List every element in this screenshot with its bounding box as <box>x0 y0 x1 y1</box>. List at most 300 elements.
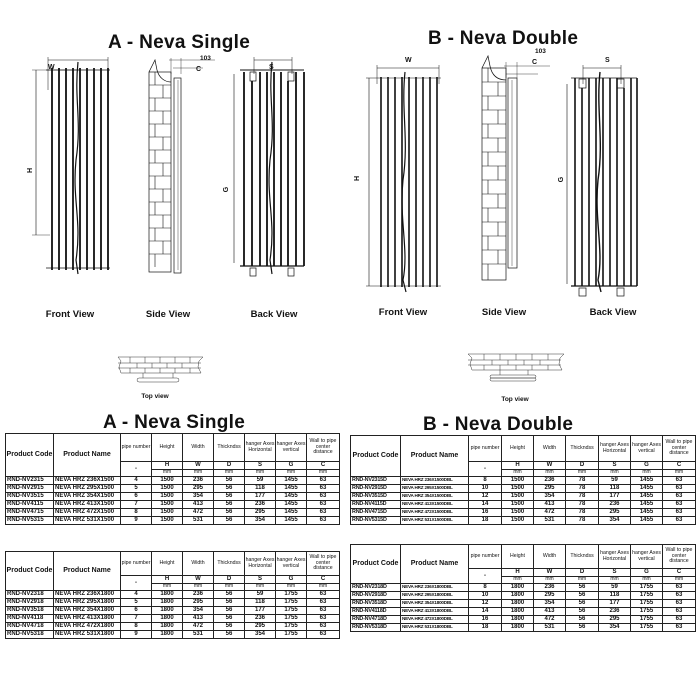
sym-h: H <box>502 462 534 470</box>
header-thickness: Thickndss <box>214 434 245 462</box>
single-back-view-label: Back View <box>250 309 298 320</box>
cell-name: NEVA HRZ 531X1500 <box>54 517 121 525</box>
cell-g: 1755 <box>276 607 307 615</box>
unit: mm <box>631 470 663 477</box>
single-1800-spec-table <box>5 551 340 639</box>
sym-d: D <box>214 576 245 584</box>
cell-name: NEVA HRZ 472X1500DBL <box>401 509 469 517</box>
cell-name: NEVA HRZ 472X1500 <box>54 509 121 517</box>
sym-g: G <box>631 462 663 470</box>
cell-c: 63 <box>307 607 340 615</box>
table-row <box>351 485 696 493</box>
single-back-view-drawing <box>228 60 318 300</box>
unit: mm <box>307 584 340 591</box>
header-product-code: Product Code <box>351 545 401 584</box>
cell-d: 56 <box>566 584 599 592</box>
sym-pipe: - <box>121 462 152 477</box>
table-row <box>351 584 696 592</box>
cell-pipes: 14 <box>469 501 502 509</box>
cell-s: 59 <box>599 584 631 592</box>
cell-w: 413 <box>183 501 214 509</box>
cell-d: 78 <box>566 485 599 493</box>
cell-h: 1800 <box>152 631 183 639</box>
cell-c: 63 <box>663 600 696 608</box>
single-1500-spec-table <box>5 433 340 525</box>
header-height: Height <box>502 545 534 569</box>
sym-s: S <box>599 462 631 470</box>
header-width: Width <box>183 434 214 462</box>
unit: mm <box>663 577 696 584</box>
cell-d: 78 <box>566 509 599 517</box>
cell-code: RND-NV3518D <box>351 600 401 608</box>
cell-code: RND-NV4118D <box>351 608 401 616</box>
unit: mm <box>502 577 534 584</box>
sym-d: D <box>566 569 599 577</box>
header-product-name: Product Name <box>54 552 121 591</box>
header-product-code: Product Code <box>6 552 54 591</box>
cell-pipes: 14 <box>469 608 502 616</box>
cell-d: 56 <box>214 477 245 485</box>
cell-name: NEVA HRZ 531X1500DBL <box>401 517 469 525</box>
header-product-code: Product Code <box>351 436 401 477</box>
cell-c: 63 <box>663 501 696 509</box>
cell-w: 531 <box>534 517 566 525</box>
table-row <box>6 501 340 509</box>
cell-w: 531 <box>183 517 214 525</box>
cell-w: 413 <box>183 615 214 623</box>
cell-h: 1800 <box>152 607 183 615</box>
dim-103-label: 103 <box>200 55 211 62</box>
cell-s: 295 <box>599 616 631 624</box>
header-hanger-vertical: hanger Axes vertical <box>276 552 307 576</box>
cell-d: 56 <box>214 607 245 615</box>
header-height: Height <box>502 436 534 462</box>
cell-pipes: 16 <box>469 616 502 624</box>
header-pipe-number: pipe number <box>121 434 152 462</box>
cell-c: 63 <box>663 624 696 632</box>
table-row <box>6 509 340 517</box>
table-row <box>351 616 696 624</box>
table-row <box>351 493 696 501</box>
cell-name: NEVA HRZ 531X1800 <box>54 631 121 639</box>
cell-g: 1755 <box>276 591 307 599</box>
cell-name: NEVA HRZ 413X1800DBL <box>401 608 469 616</box>
cell-w: 413 <box>534 501 566 509</box>
cell-code: RND-NV5318D <box>351 624 401 632</box>
cell-code: RND-NV5315 <box>6 517 54 525</box>
dim-w-label-b: W <box>405 57 412 64</box>
cell-w: 295 <box>183 485 214 493</box>
dim-h-label-b: H <box>354 175 362 182</box>
cell-c: 63 <box>663 592 696 600</box>
cell-s: 354 <box>245 631 276 639</box>
header-hanger-horizontal: hanger Axes Horizontal <box>245 434 276 462</box>
cell-d: 78 <box>566 477 599 485</box>
cell-code: RND-NV5318 <box>6 631 54 639</box>
sym-h: H <box>152 576 183 584</box>
cell-pipes: 8 <box>469 477 502 485</box>
single-top-view-drawing <box>115 355 205 385</box>
cell-name: NEVA HRZ 295X1500DBL <box>401 485 469 493</box>
cell-c: 63 <box>663 493 696 501</box>
header-width: Width <box>183 552 214 576</box>
unit: mm <box>566 470 599 477</box>
cell-c: 63 <box>307 493 340 501</box>
unit: mm <box>502 470 534 477</box>
cell-g: 1755 <box>631 616 663 624</box>
cell-s: 118 <box>245 485 276 493</box>
cell-pipes: 8 <box>469 584 502 592</box>
cell-pipes: 5 <box>121 599 152 607</box>
unit: mm <box>534 470 566 477</box>
cell-h: 1800 <box>152 615 183 623</box>
cell-name: NEVA HRZ 413X1500DBL <box>401 501 469 509</box>
dim-g-label-b: G <box>558 176 566 183</box>
cell-c: 63 <box>307 485 340 493</box>
header-height: Height <box>152 434 183 462</box>
cell-g: 1455 <box>631 517 663 525</box>
cell-w: 236 <box>534 584 566 592</box>
double-front-view-drawing <box>365 60 455 300</box>
unit: mm <box>276 584 307 591</box>
cell-name: NEVA HRZ 354X1500DBL <box>401 493 469 501</box>
double-back-view-drawing <box>563 60 653 300</box>
cell-c: 63 <box>307 517 340 525</box>
cell-pipes: 6 <box>121 493 152 501</box>
table-row <box>351 592 696 600</box>
cell-g: 1455 <box>631 477 663 485</box>
cell-code: RND-NV2918D <box>351 592 401 600</box>
double-1800-spec-table <box>350 544 696 632</box>
table-row <box>6 599 340 607</box>
sym-w: W <box>183 576 214 584</box>
table-row <box>351 477 696 485</box>
cell-pipes: 10 <box>469 592 502 600</box>
unit: mm <box>214 470 245 477</box>
sym-pipe: - <box>469 569 502 584</box>
unit: mm <box>183 584 214 591</box>
sym-h: H <box>502 569 534 577</box>
cell-c: 63 <box>307 477 340 485</box>
cell-code: RND-NV2915D <box>351 485 401 493</box>
cell-g: 1455 <box>631 485 663 493</box>
sym-g: G <box>276 576 307 584</box>
cell-s: 177 <box>245 607 276 615</box>
sym-c: C <box>663 462 696 470</box>
cell-g: 1455 <box>631 493 663 501</box>
header-hanger-horizontal: hanger Axes Horizontal <box>599 436 631 462</box>
cell-pipes: 6 <box>121 607 152 615</box>
cell-c: 63 <box>307 599 340 607</box>
cell-h: 1800 <box>502 592 534 600</box>
dim-s-label-b: S <box>605 57 610 64</box>
header-pipe-number: pipe number <box>469 436 502 462</box>
cell-g: 1455 <box>276 517 307 525</box>
cell-s: 295 <box>245 509 276 517</box>
cell-d: 56 <box>214 501 245 509</box>
cell-c: 63 <box>663 616 696 624</box>
table-row <box>6 477 340 485</box>
sym-h: H <box>152 462 183 470</box>
cell-name: NEVA HRZ 354X1800DBL <box>401 600 469 608</box>
cell-name: NEVA HRZ 295X1500 <box>54 485 121 493</box>
cell-d: 78 <box>566 493 599 501</box>
cell-pipes: 10 <box>469 485 502 493</box>
cell-g: 1755 <box>276 599 307 607</box>
cell-s: 236 <box>599 501 631 509</box>
table-row <box>351 608 696 616</box>
cell-name: NEVA HRZ 531X1800DBL <box>401 624 469 632</box>
sym-pipe: - <box>469 462 502 477</box>
unit: mm <box>183 470 214 477</box>
single-front-view-drawing <box>30 60 120 300</box>
unit: mm <box>534 577 566 584</box>
cell-d: 78 <box>566 501 599 509</box>
cell-w: 531 <box>534 624 566 632</box>
header-wall-distance: Wall to pipe center distance <box>307 434 340 462</box>
cell-c: 63 <box>663 517 696 525</box>
cell-s: 118 <box>599 485 631 493</box>
sym-pipe: - <box>121 576 152 591</box>
header-pipe-number: pipe number <box>121 552 152 576</box>
sym-s: S <box>245 462 276 470</box>
double-front-view-label: Front View <box>378 307 428 318</box>
cell-h: 1800 <box>502 600 534 608</box>
header-hanger-vertical: hanger Axes vertical <box>276 434 307 462</box>
cell-code: RND-NV2318 <box>6 591 54 599</box>
dim-c-label-b: C <box>532 59 538 66</box>
cell-w: 295 <box>183 599 214 607</box>
single-side-view-label: Side View <box>145 309 191 320</box>
dim-g-label: G <box>223 186 231 193</box>
cell-h: 1800 <box>152 591 183 599</box>
cell-g: 1755 <box>631 624 663 632</box>
header-product-code: Product Code <box>6 434 54 477</box>
cell-d: 78 <box>566 517 599 525</box>
cell-h: 1500 <box>502 501 534 509</box>
cell-c: 63 <box>307 631 340 639</box>
cell-d: 56 <box>214 493 245 501</box>
header-wall-distance: Wall to pipe center distance <box>663 436 696 462</box>
cell-d: 56 <box>214 615 245 623</box>
sym-w: W <box>534 462 566 470</box>
cell-h: 1500 <box>152 493 183 501</box>
header-width: Width <box>534 545 566 569</box>
table-row <box>6 591 340 599</box>
cell-w: 236 <box>183 477 214 485</box>
table-row <box>6 485 340 493</box>
cell-code: RND-NV4118 <box>6 615 54 623</box>
table-row <box>6 615 340 623</box>
double-table-title: B - Neva Double <box>423 414 574 435</box>
cell-s: 354 <box>245 517 276 525</box>
cell-name: NEVA HRZ 413X1800 <box>54 615 121 623</box>
cell-h: 1800 <box>502 616 534 624</box>
cell-d: 56 <box>214 631 245 639</box>
table-row <box>351 624 696 632</box>
cell-code: RND-NV2918 <box>6 599 54 607</box>
cell-code: RND-NV2915 <box>6 485 54 493</box>
header-pipe-number: pipe number <box>469 545 502 569</box>
cell-w: 295 <box>534 592 566 600</box>
cell-c: 63 <box>663 608 696 616</box>
cell-d: 56 <box>214 599 245 607</box>
cell-s: 118 <box>599 592 631 600</box>
dim-s-label: S <box>269 64 274 71</box>
table-row <box>6 517 340 525</box>
cell-c: 63 <box>663 485 696 493</box>
header-product-name: Product Name <box>401 545 469 584</box>
cell-h: 1500 <box>152 509 183 517</box>
sym-c: C <box>307 462 340 470</box>
cell-pipes: 18 <box>469 624 502 632</box>
single-top-view-label: Top view <box>141 393 169 400</box>
header-product-name: Product Name <box>401 436 469 477</box>
cell-pipes: 5 <box>121 485 152 493</box>
cell-c: 63 <box>663 509 696 517</box>
cell-name: NEVA HRZ 236X1800 <box>54 591 121 599</box>
cell-s: 59 <box>245 591 276 599</box>
dim-w-label: W <box>48 64 55 71</box>
table-row <box>6 623 340 631</box>
cell-s: 177 <box>599 600 631 608</box>
unit: mm <box>663 470 696 477</box>
cell-w: 472 <box>183 623 214 631</box>
sym-c: C <box>307 576 340 584</box>
unit: mm <box>152 470 183 477</box>
cell-pipes: 18 <box>469 517 502 525</box>
cell-h: 1800 <box>502 624 534 632</box>
cell-d: 56 <box>566 624 599 632</box>
single-front-view-label: Front View <box>45 309 95 320</box>
cell-code: RND-NV4115D <box>351 501 401 509</box>
header-hanger-vertical: hanger Axes vertical <box>631 545 663 569</box>
cell-d: 56 <box>214 485 245 493</box>
header-hanger-horizontal: hanger Axes Horizontal <box>245 552 276 576</box>
cell-d: 56 <box>214 509 245 517</box>
cell-g: 1755 <box>631 592 663 600</box>
header-wall-distance: Wall to pipe center distance <box>663 545 696 569</box>
cell-h: 1500 <box>502 485 534 493</box>
unit: mm <box>214 584 245 591</box>
double-top-view-label: Top view <box>501 396 529 403</box>
cell-s: 59 <box>245 477 276 485</box>
cell-d: 56 <box>566 600 599 608</box>
sym-d: D <box>214 462 245 470</box>
cell-name: NEVA HRZ 472X1800 <box>54 623 121 631</box>
sym-s: S <box>599 569 631 577</box>
sym-g: G <box>276 462 307 470</box>
sym-w: W <box>534 569 566 577</box>
cell-h: 1500 <box>152 501 183 509</box>
cell-c: 63 <box>307 509 340 517</box>
cell-s: 177 <box>599 493 631 501</box>
cell-pipes: 9 <box>121 517 152 525</box>
unit: mm <box>631 577 663 584</box>
header-hanger-vertical: hanger Axes vertical <box>631 436 663 462</box>
cell-code: RND-NV4115 <box>6 501 54 509</box>
cell-code: RND-NV4718 <box>6 623 54 631</box>
sym-s: S <box>245 576 276 584</box>
unit: mm <box>566 577 599 584</box>
cell-w: 472 <box>534 509 566 517</box>
sym-d: D <box>566 462 599 470</box>
cell-h: 1500 <box>152 477 183 485</box>
cell-c: 63 <box>307 623 340 631</box>
single-side-view-drawing <box>145 60 225 285</box>
unit: mm <box>245 584 276 591</box>
cell-code: RND-NV4715 <box>6 509 54 517</box>
cell-h: 1800 <box>152 623 183 631</box>
cell-name: NEVA HRZ 354X1800 <box>54 607 121 615</box>
cell-code: RND-NV3518 <box>6 607 54 615</box>
unit: mm <box>599 470 631 477</box>
cell-code: RND-NV2318D <box>351 584 401 592</box>
cell-g: 1755 <box>276 615 307 623</box>
cell-w: 413 <box>534 608 566 616</box>
cell-w: 531 <box>183 631 214 639</box>
cell-s: 236 <box>245 501 276 509</box>
cell-w: 236 <box>183 591 214 599</box>
header-thickness: Thickndss <box>566 436 599 462</box>
cell-pipes: 12 <box>469 493 502 501</box>
cell-s: 59 <box>599 477 631 485</box>
table-row <box>6 493 340 501</box>
dim-h-label: H <box>27 167 35 174</box>
cell-code: RND-NV4715D <box>351 509 401 517</box>
cell-w: 472 <box>534 616 566 624</box>
cell-d: 56 <box>214 591 245 599</box>
cell-name: NEVA HRZ 295X1800 <box>54 599 121 607</box>
cell-code: RND-NV5315D <box>351 517 401 525</box>
cell-name: NEVA HRZ 472X1800DBL <box>401 616 469 624</box>
cell-pipes: 16 <box>469 509 502 517</box>
cell-s: 118 <box>245 599 276 607</box>
cell-d: 56 <box>214 517 245 525</box>
unit: mm <box>152 584 183 591</box>
cell-s: 177 <box>245 493 276 501</box>
cell-pipes: 8 <box>121 509 152 517</box>
cell-s: 295 <box>245 623 276 631</box>
cell-pipes: 7 <box>121 615 152 623</box>
cell-s: 236 <box>599 608 631 616</box>
cell-h: 1500 <box>502 517 534 525</box>
cell-code: RND-NV3515 <box>6 493 54 501</box>
table-row <box>6 607 340 615</box>
cell-s: 354 <box>599 624 631 632</box>
cell-d: 56 <box>214 623 245 631</box>
cell-code: RND-NV3515D <box>351 493 401 501</box>
single-diagram-title: A - Neva Single <box>108 32 251 53</box>
header-thickness: Thickndss <box>566 545 599 569</box>
cell-g: 1455 <box>276 477 307 485</box>
header-thickness: Thickndss <box>214 552 245 576</box>
cell-s: 295 <box>599 509 631 517</box>
cell-h: 1800 <box>502 608 534 616</box>
double-1500-spec-table <box>350 435 696 525</box>
table-row <box>351 517 696 525</box>
cell-code: RND-NV2315 <box>6 477 54 485</box>
cell-h: 1800 <box>152 599 183 607</box>
cell-g: 1455 <box>276 509 307 517</box>
header-product-name: Product Name <box>54 434 121 477</box>
cell-g: 1455 <box>631 509 663 517</box>
cell-name: NEVA HRZ 354X1500 <box>54 493 121 501</box>
header-wall-distance: Wall to pipe center distance <box>307 552 340 576</box>
unit: mm <box>276 470 307 477</box>
cell-w: 354 <box>183 607 214 615</box>
cell-w: 354 <box>534 493 566 501</box>
